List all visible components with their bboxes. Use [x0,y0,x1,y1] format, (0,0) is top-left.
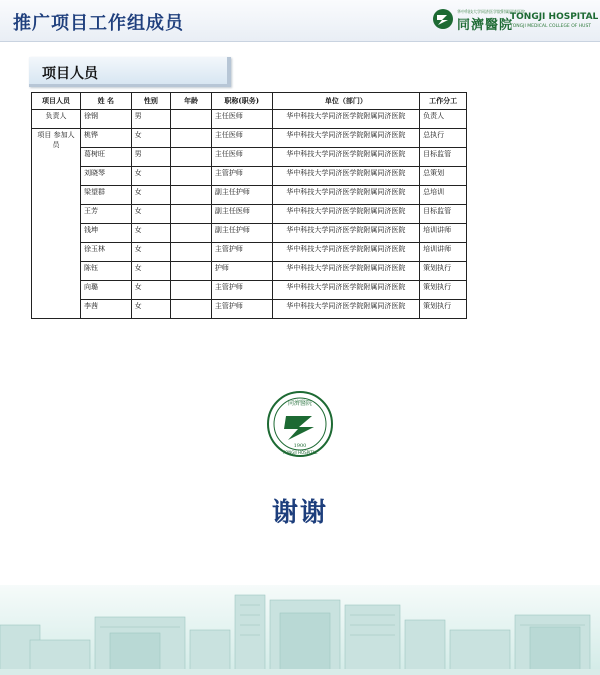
name-cell: 向璐 [81,281,132,300]
unit-cell: 华中科技大学同济医学院附属同济医院 [272,281,420,300]
sex-cell: 女 [131,262,171,281]
sex-cell: 女 [131,205,171,224]
logo-chinese-name: 同濟醫院 [457,18,514,33]
table-row [32,224,467,243]
name-cell: 葛树旺 [81,148,132,167]
title-cell: 主管护师 [211,300,272,319]
title-cell: 副主任护师 [211,224,272,243]
name-cell: 徐钢 [81,110,132,129]
title-cell: 副主任医师 [211,205,272,224]
name-cell: 王芳 [81,205,132,224]
title-cell: 副主任护师 [211,186,272,205]
name-cell: 梁望群 [81,186,132,205]
duty-cell: 总策划 [420,167,467,186]
name-cell: 钱坤 [81,224,132,243]
age-cell [171,167,212,186]
hospital-logo-icon [432,8,454,30]
header-cell: 项目人员 [32,93,81,110]
unit-cell: 华中科技大学同济医学院附属同济医院 [272,167,420,186]
table-row [32,262,467,281]
unit-cell: 华中科技大学同济医学院附属同济医院 [272,186,420,205]
duty-cell: 培训讲师 [420,224,467,243]
unit-cell: 华中科技大学同济医学院附属同济医院 [272,300,420,319]
logo-english-name: TONGJI HOSPITAL [510,12,599,22]
duty-cell: 总培训 [420,186,467,205]
title-cell: 主任医师 [211,110,272,129]
seal-top-text: 同濟醫院 [287,400,313,407]
table-row [32,281,467,300]
role-cell: 负责人 [32,110,81,129]
duty-cell: 策划执行 [420,300,467,319]
age-cell [171,148,212,167]
duty-cell: 策划执行 [420,262,467,281]
table-row [32,148,467,167]
title-cell: 主管护师 [211,281,272,300]
age-cell [171,224,212,243]
unit-cell: 华中科技大学同济医学院附属同济医院 [272,129,420,148]
sex-cell: 女 [131,224,171,243]
sex-cell: 女 [131,186,171,205]
unit-cell: 华中科技大学同济医学院附属同济医院 [272,224,420,243]
sex-cell: 女 [131,281,171,300]
table-row [32,129,467,148]
age-cell [171,300,212,319]
header-cell: 工作分工 [420,93,467,110]
skyline-illustration [0,585,600,675]
header-cell: 职称(职务) [211,93,272,110]
name-cell: 陈钰 [81,262,132,281]
logo-english-subtitle: TONGJI MEDICAL COLLEGE OF HUST [510,24,592,29]
sex-cell: 男 [131,148,171,167]
table-row [32,243,467,262]
member-role-label: 项目 参加人员 [37,131,75,149]
table-row [32,110,467,129]
duty-cell: 负责人 [420,110,467,129]
name-cell: 桃铧 [81,129,132,148]
unit-cell: 华中科技大学同济医学院附属同济医院 [272,110,420,129]
footer-hospital-skyline [0,585,600,675]
unit-cell: 华中科技大学同济医学院附属同济医院 [272,243,420,262]
duty-cell: 目标监管 [420,148,467,167]
thanks-text: 谢谢 [271,498,328,528]
sex-cell: 女 [131,167,171,186]
header-cell: 年龄 [171,93,212,110]
header-cell: 性别 [131,93,171,110]
age-cell [171,110,212,129]
section-title: 项目人员 [42,66,98,82]
duty-cell: 策划执行 [420,281,467,300]
header-cell: 姓 名 [81,93,132,110]
header-bar [0,0,600,42]
role-cell [32,129,81,319]
name-cell: 刘晓琴 [81,167,132,186]
table-row [32,186,467,205]
hospital-logo [432,8,597,36]
sex-cell: 男 [131,110,171,129]
title-cell: 主任医师 [211,148,272,167]
hospital-seal-icon [266,390,334,458]
table-row [32,205,467,224]
age-cell [171,262,212,281]
name-cell: 李茜 [81,300,132,319]
age-cell [171,281,212,300]
title-cell: 主管护师 [211,167,272,186]
age-cell [171,205,212,224]
sex-cell: 女 [131,243,171,262]
duty-cell: 培训讲师 [420,243,467,262]
sex-cell: 女 [131,300,171,319]
unit-cell: 华中科技大学同济医学院附属同济医院 [272,205,420,224]
section-heading [29,57,231,87]
duty-cell: 总执行 [420,129,467,148]
unit-cell: 华中科技大学同济医学院附属同济医院 [272,262,420,281]
table-row [32,167,467,186]
table-header-row [32,93,467,110]
duty-cell: 目标监管 [420,205,467,224]
title-cell: 主管护师 [211,243,272,262]
age-cell [171,129,212,148]
unit-cell: 华中科技大学同济医学院附属同济医院 [272,148,420,167]
table-row [32,300,467,319]
logo-small-text: 华中科技大学同济医学院附属同济医院 [457,9,525,14]
age-cell [171,186,212,205]
page-title: 推广项目工作组成员 [13,13,184,34]
title-cell: 主任医师 [211,129,272,148]
seal-year: 1900 [293,443,307,449]
age-cell [171,243,212,262]
title-cell: 护师 [211,262,272,281]
sex-cell: 女 [131,129,171,148]
seal-arc-text: TONGJI HOSPITAL [282,450,318,455]
header-cell: 单位（部门） [272,93,420,110]
staff-table [31,92,467,319]
name-cell: 徐玉林 [81,243,132,262]
